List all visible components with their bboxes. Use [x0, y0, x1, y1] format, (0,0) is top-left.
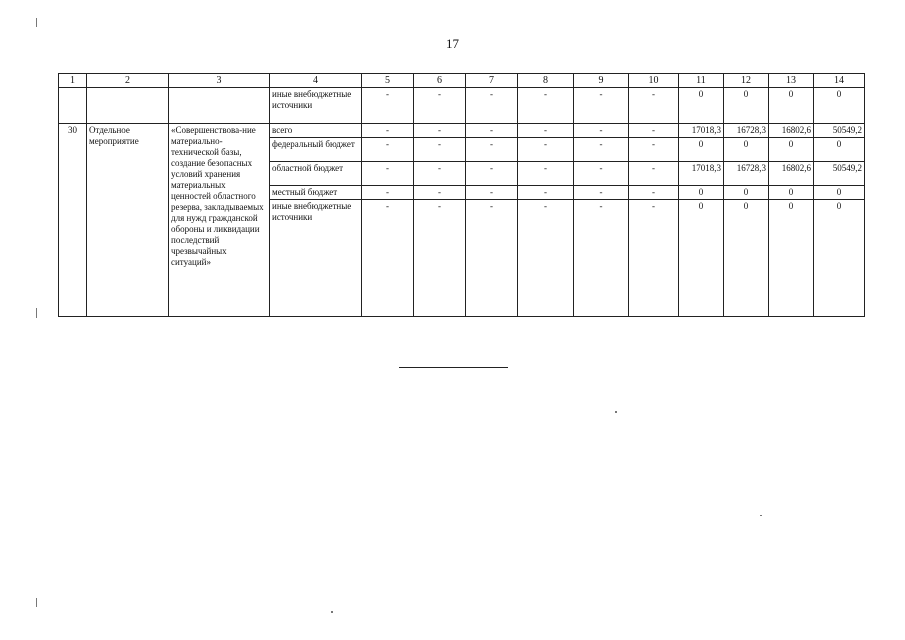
value-cell: -: [362, 200, 414, 317]
column-header: 14: [814, 74, 865, 88]
value-cell: -: [362, 88, 414, 124]
value-cell: -: [574, 200, 629, 317]
value-cell: -: [574, 162, 629, 186]
value-cell: 0: [724, 88, 769, 124]
value-cell: 0: [814, 186, 865, 200]
value-cell: -: [414, 186, 466, 200]
value-cell: -: [466, 124, 518, 138]
cell-empty: [169, 88, 270, 124]
value-cell: -: [466, 200, 518, 317]
column-header: 9: [574, 74, 629, 88]
cell-empty: [87, 88, 169, 124]
scan-speck: [760, 515, 762, 516]
value-cell: 50549,2: [814, 162, 865, 186]
funding-source: всего: [270, 124, 362, 138]
column-header: 2: [87, 74, 169, 88]
value-cell: 17018,3: [679, 162, 724, 186]
column-header: 13: [769, 74, 814, 88]
value-cell: -: [629, 200, 679, 317]
item-number: 30: [59, 124, 87, 317]
value-cell: -: [414, 88, 466, 124]
column-header: 12: [724, 74, 769, 88]
scan-speck: [36, 18, 37, 27]
value-cell: -: [362, 186, 414, 200]
value-cell: 50549,2: [814, 124, 865, 138]
value-cell: -: [362, 138, 414, 162]
value-cell: 0: [679, 200, 724, 317]
column-header: 4: [270, 74, 362, 88]
value-cell: -: [362, 162, 414, 186]
funding-source: иные внебюджетные источники: [270, 200, 362, 317]
value-cell: -: [518, 138, 574, 162]
value-cell: -: [414, 200, 466, 317]
table-row-continued: [59, 88, 865, 124]
column-header: 8: [518, 74, 574, 88]
value-cell: 16728,3: [724, 124, 769, 138]
item-name: «Совершенствова-ние материально-технической базы, создание безопасных условий хранения материальных ценностей областного резерва, закладываемых для нужд гражданской обороны и ликвидации последствий чрезвычайных ситуаций»: [169, 124, 270, 317]
scan-speck: [36, 308, 37, 318]
value-cell: -: [518, 162, 574, 186]
funding-source: иные внебюджетные источники: [270, 88, 362, 124]
scan-speck: [331, 611, 333, 613]
value-cell: -: [574, 124, 629, 138]
value-cell: 16802,6: [769, 162, 814, 186]
value-cell: -: [629, 186, 679, 200]
value-cell: -: [629, 138, 679, 162]
value-cell: 0: [724, 200, 769, 317]
value-cell: -: [574, 88, 629, 124]
cell-empty: [59, 88, 87, 124]
scan-speck: [36, 598, 37, 607]
funding-source: областной бюджет: [270, 162, 362, 186]
value-cell: -: [414, 138, 466, 162]
value-cell: -: [629, 88, 679, 124]
value-cell: -: [574, 186, 629, 200]
end-divider: [399, 367, 508, 368]
budget-table: [58, 73, 865, 317]
value-cell: -: [629, 162, 679, 186]
value-cell: 0: [769, 186, 814, 200]
value-cell: -: [574, 138, 629, 162]
column-header: 6: [414, 74, 466, 88]
value-cell: 16728,3: [724, 162, 769, 186]
column-header: 3: [169, 74, 270, 88]
value-cell: -: [518, 124, 574, 138]
value-cell: -: [362, 124, 414, 138]
value-cell: 0: [769, 200, 814, 317]
value-cell: -: [466, 138, 518, 162]
value-cell: 0: [679, 138, 724, 162]
value-cell: 0: [769, 138, 814, 162]
value-cell: 17018,3: [679, 124, 724, 138]
column-header: 10: [629, 74, 679, 88]
item-kind: Отдельное мероприятие: [87, 124, 169, 317]
value-cell: -: [518, 186, 574, 200]
value-cell: 16802,6: [769, 124, 814, 138]
value-cell: 0: [724, 186, 769, 200]
value-cell: -: [466, 162, 518, 186]
value-cell: 0: [814, 88, 865, 124]
value-cell: -: [466, 186, 518, 200]
value-cell: 0: [679, 88, 724, 124]
funding-source: местный бюджет: [270, 186, 362, 200]
column-header: 5: [362, 74, 414, 88]
page-number: 17: [446, 36, 459, 51]
value-cell: 0: [814, 200, 865, 317]
value-cell: 0: [679, 186, 724, 200]
column-header: 7: [466, 74, 518, 88]
column-header: 11: [679, 74, 724, 88]
scan-speck: [615, 411, 617, 413]
value-cell: -: [466, 88, 518, 124]
value-cell: -: [629, 124, 679, 138]
value-cell: -: [414, 124, 466, 138]
header-row: [59, 74, 865, 88]
funding-source: федеральный бюджет: [270, 138, 362, 162]
value-cell: 0: [769, 88, 814, 124]
value-cell: -: [518, 200, 574, 317]
column-header: 1: [59, 74, 87, 88]
value-cell: 0: [814, 138, 865, 162]
value-cell: -: [518, 88, 574, 124]
value-cell: 0: [724, 138, 769, 162]
table-row: [59, 124, 865, 138]
value-cell: -: [414, 162, 466, 186]
